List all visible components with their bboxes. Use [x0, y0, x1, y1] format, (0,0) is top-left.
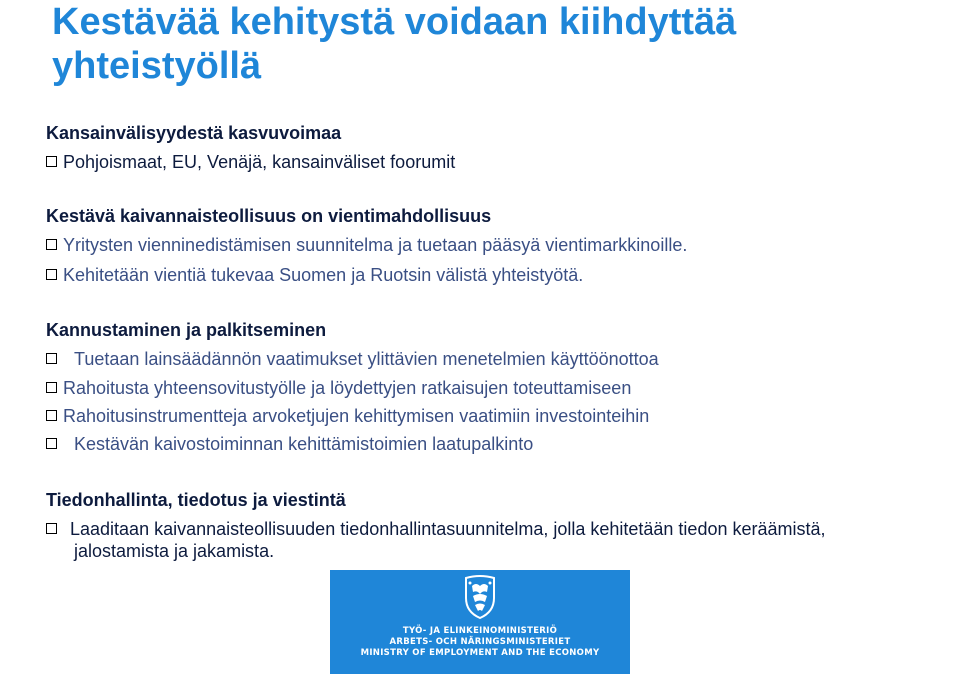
list-item: Yritysten vienninedistämisen suunnitelma ja tuetaan pääsyä vientimarkkinoille. — [46, 234, 687, 256]
section-heading-international: Kansainvälisyydestä kasvuvoimaa — [46, 123, 342, 143]
checkbox-bullet-icon — [46, 438, 57, 449]
section-heading-export: Kestävä kaivannaisteollisuus on vientimahdollisuus — [46, 206, 492, 226]
list-item: Tuetaan lainsäädännön vaatimukset ylittävien menetelmien käyttöönottoa — [46, 348, 659, 370]
list-item: Laaditaan kaivannaisteollisuuden tiedonhallintasuunnitelma, jolla kehitetään tiedon keräämistä, jalostamista ja jakamista. — [46, 518, 914, 562]
section-heading-information: Tiedonhallinta, tiedotus ja viestintä — [46, 490, 346, 510]
list-item: Kehitetään vientiä tukevaa Suomen ja Ruotsin välistä yhteistyötä. — [46, 264, 583, 286]
ministry-logo — [330, 570, 630, 674]
ministry-name-english: MINISTRY OF EMPLOYMENT AND THE ECONOMY — [360, 648, 600, 658]
checkbox-bullet-icon — [46, 523, 57, 534]
section-heading-incentives: Kannustaminen ja palkitseminen — [46, 320, 327, 340]
list-item: Rahoitusinstrumentteja arvoketjujen kehittymisen vaatimiin investointeihin — [46, 405, 649, 427]
list-item: Kestävän kaivostoiminnan kehittämistoimien laatupalkinto — [46, 433, 533, 455]
ministry-name-finnish: TYÖ- JA ELINKEINOMINISTERIÖ — [402, 626, 558, 636]
checkbox-bullet-icon — [46, 269, 57, 280]
ministry-name-swedish: ARBETS- OCH NÄRINGSMINISTERIET — [389, 637, 571, 647]
checkbox-bullet-icon — [46, 382, 57, 393]
checkbox-bullet-icon — [46, 239, 57, 250]
checkbox-bullet-icon — [46, 156, 57, 167]
list-item: Rahoitusta yhteensovitustyölle ja löydettyjen ratkaisujen toteuttamiseen — [46, 377, 631, 399]
checkbox-bullet-icon — [46, 353, 57, 364]
list-item: Pohjoismaat, EU, Venäjä, kansainväliset foorumit — [46, 151, 455, 173]
lion-emblem-icon — [463, 574, 497, 620]
slide-title: Kestävää kehitystä voidaan kiihdyttää yhteistyöllä — [52, 1, 737, 87]
checkbox-bullet-icon — [46, 410, 57, 421]
